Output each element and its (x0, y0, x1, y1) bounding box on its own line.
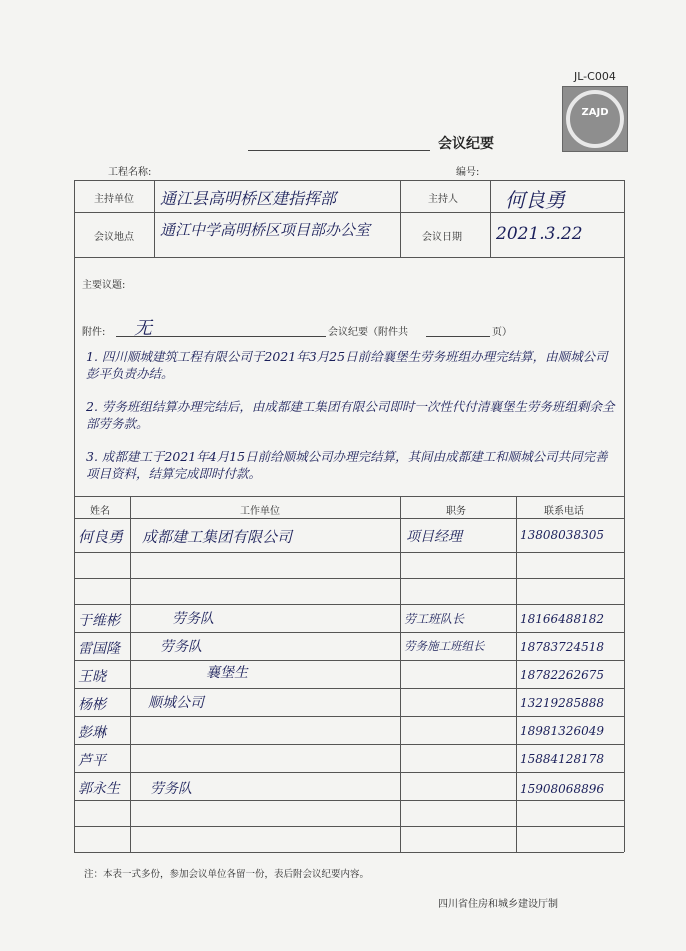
location-label: 会议地点 (94, 232, 134, 243)
meeting-note-3: 3. 成都建工于2021年4月15日前给顺城公司办理完结算，其间由成都建工和顺城公司共同完善项目资料，结算完成即时付款。 (86, 449, 608, 481)
footer-note: 注：本表一式多份，参加会议单位各留一份，表后附会议纪要内容。 (84, 869, 370, 880)
meeting-note-2: 2. 劳务班组结算办理完结后，由成都建工集团有限公司即时一次性代付清襄堡生劳务班组剩余全部劳务款。 (86, 399, 615, 431)
title-underline (248, 150, 430, 151)
attendee-unit: 劳务队 (160, 639, 202, 655)
attendee-phone: 18782262675 (520, 668, 604, 682)
number-label: 编号: (456, 167, 480, 178)
attendee-phone: 13219285888 (520, 696, 604, 710)
col-header-unit: 工作单位 (240, 506, 280, 517)
attendee-name: 王晓 (78, 669, 106, 685)
attendee-phone: 15908068896 (520, 782, 604, 796)
date-label: 会议日期 (422, 232, 462, 243)
date-value: 2021.3.22 (496, 224, 583, 244)
attendee-unit: 劳务队 (172, 611, 214, 627)
minutes-label: 会议纪要（附件共 (328, 327, 408, 338)
host-unit-label: 主持单位 (94, 194, 134, 205)
topics-label: 主要议题: (82, 280, 126, 291)
attendee-title: 项目经理 (406, 529, 462, 545)
attendee-title: 劳工班队长 (404, 612, 465, 626)
col-header-title: 职务 (446, 506, 466, 517)
logo-text: ZAJD (581, 107, 609, 118)
attendee-phone: 13808038305 (520, 528, 604, 542)
attendee-phone: 18783724518 (520, 640, 604, 654)
form-code: JL-C004 (574, 70, 616, 83)
attendee-name: 杨彬 (78, 697, 106, 713)
page-title: 会议纪要 (438, 136, 494, 152)
host-person-label: 主持人 (428, 194, 458, 205)
logo-ring-icon (566, 90, 624, 148)
attendee-unit: 襄堡生 (206, 665, 248, 681)
host-person-value: 何良勇 (505, 188, 565, 212)
meeting-note-1: 1. 四川顺城建筑工程有限公司于2021年3月25日前给襄堡生劳务班组办理完结算，由顺城公司彭平负责办结。 (86, 349, 608, 381)
col-header-phone: 联系电话 (544, 506, 584, 517)
pages-label: 页） (492, 327, 512, 338)
attachment-label: 附件: (82, 327, 106, 338)
attendee-phone: 15884128178 (520, 752, 604, 766)
attendee-unit: 成都建工集团有限公司 (142, 528, 293, 546)
attachment-value: 无 (134, 318, 152, 339)
attendee-name: 彭琳 (78, 725, 106, 741)
project-name-label: 工程名称: (108, 167, 152, 178)
location-value: 通江中学高明桥区项目部办公室 (160, 221, 371, 239)
attendee-phone: 18166488182 (520, 612, 604, 626)
attendee-name: 何良勇 (78, 528, 124, 546)
attendee-title: 劳务施工班组长 (404, 639, 485, 653)
attendee-name: 于维彬 (78, 613, 120, 629)
attendee-unit: 劳务队 (150, 781, 192, 797)
attendee-name: 雷国隆 (78, 641, 120, 657)
attendee-name: 郭永生 (78, 781, 120, 797)
attendee-unit: 顺城公司 (148, 695, 204, 711)
attendee-phone: 18981326049 (520, 724, 604, 738)
host-unit-value: 通江县高明桥区建指挥部 (160, 189, 337, 208)
col-header-name: 姓名 (90, 506, 110, 517)
attendee-name: 芦平 (78, 753, 106, 769)
issuer-label: 四川省住房和城乡建设厅制 (438, 899, 558, 910)
